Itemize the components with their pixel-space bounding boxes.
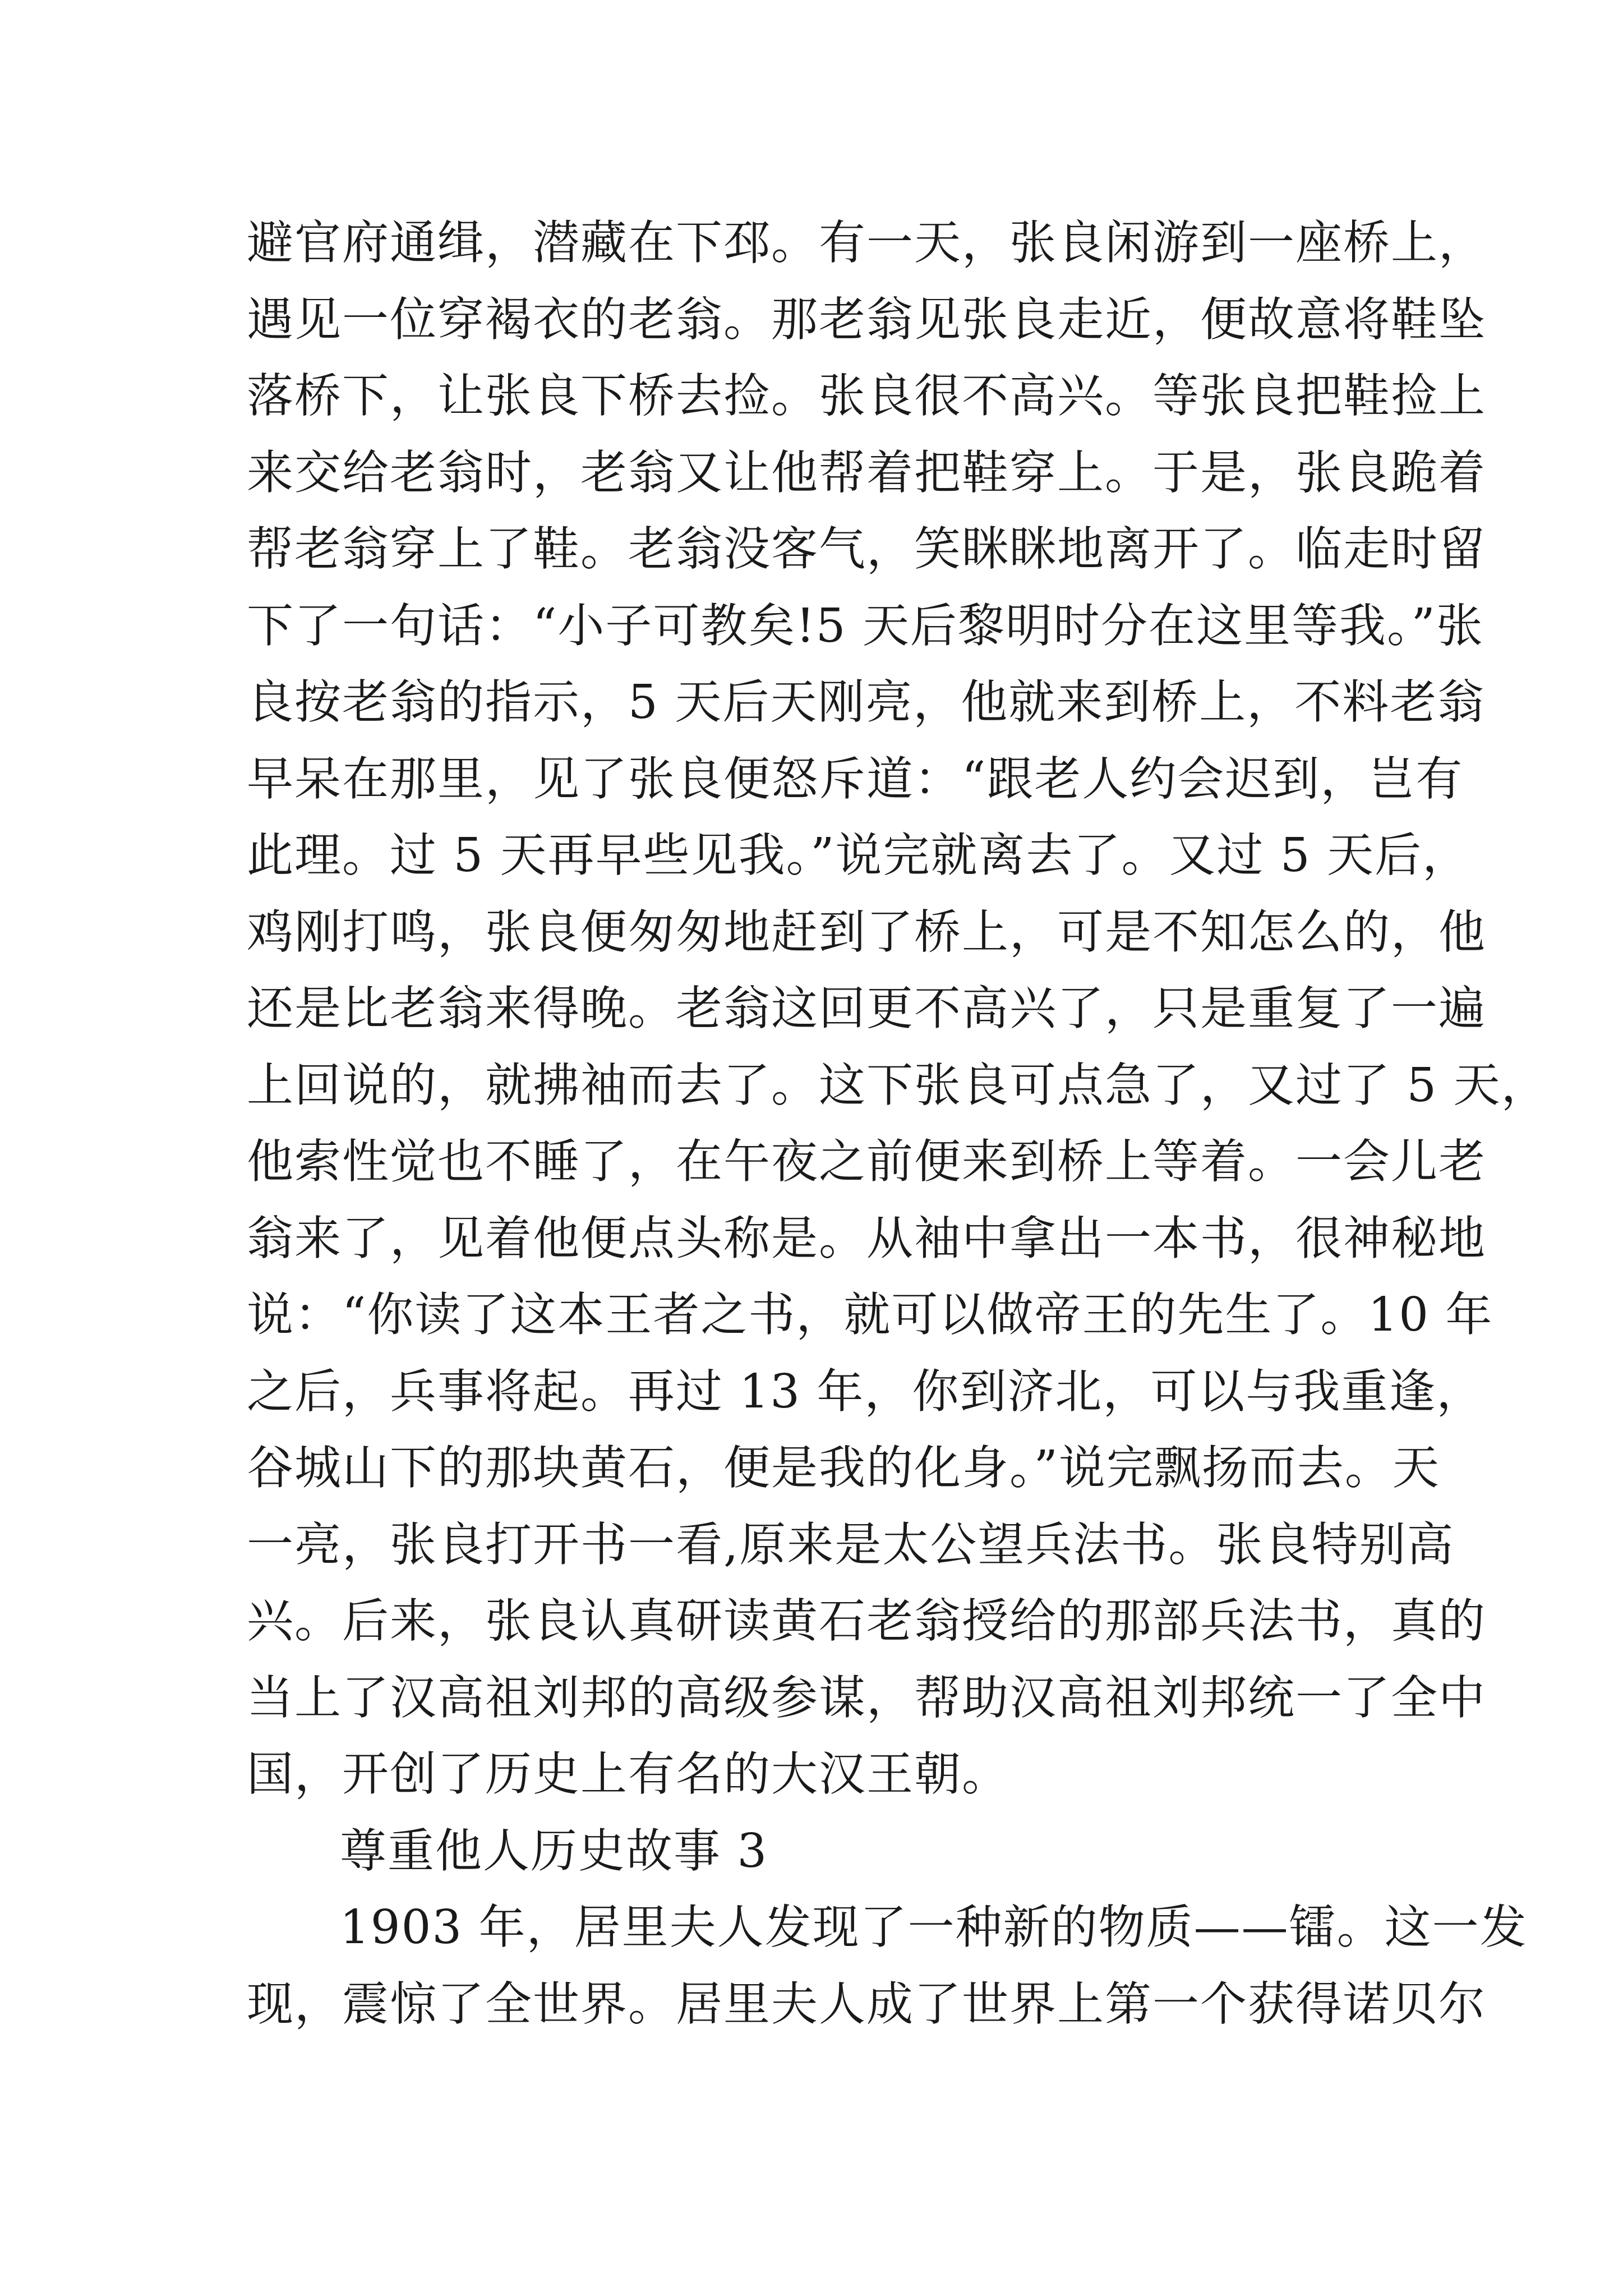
text-line: 一亮，张良打开书一看,原来是太公望兵法书。张良特别高 bbox=[247, 1517, 1455, 1572]
text-line: 避官府通缉，潜藏在下邳。有一天，张良闲游到一座桥上， bbox=[247, 215, 1486, 270]
text-line: 1903 年，居里夫人发现了一种新的物质——镭。这一发 bbox=[340, 1900, 1528, 1954]
text-line: 现，震惊了全世界。居里夫人成了世界上第一个获得诺贝尔 bbox=[247, 1976, 1486, 2031]
text-line: 良按老翁的指示，5 天后天刚亮，他就来到桥上，不料老翁 bbox=[247, 675, 1486, 729]
text-line: 帮老翁穿上了鞋。老翁没客气，笑眯眯地离开了。临走时留 bbox=[247, 522, 1486, 576]
text-line: 落桥下，让张良下桥去捡。张良很不高兴。等张良把鞋捡上 bbox=[247, 369, 1486, 423]
text-line: 早呆在那里，见了张良便怒斥道：“跟老人约会迟到，岂有 bbox=[247, 751, 1464, 806]
text-line: 此理。过 5 天再早些见我。”说完就离去了。又过 5 天后， bbox=[247, 828, 1470, 882]
text-line: 兴。后来，张良认真研读黄石老翁授给的那部兵法书，真的 bbox=[247, 1594, 1486, 1648]
section-heading: 尊重他人历史故事 3 bbox=[340, 1823, 768, 1878]
text-line: 之后，兵事将起。再过 13 年，你到济北，可以与我重逢， bbox=[247, 1364, 1484, 1419]
text-line: 遇见一位穿褐衣的老翁。那老翁见张良走近，便故意将鞋坠 bbox=[247, 292, 1486, 347]
text-line: 还是比老翁来得晚。老翁这回更不高兴了，只是重复了一遍 bbox=[247, 981, 1486, 1036]
text-line: 当上了汉高祖刘邦的高级参谋，帮助汉高祖刘邦统一了全中 bbox=[247, 1670, 1486, 1725]
text-line: 下了一句话：“小子可教矣!5 天后黎明时分在这里等我。”张 bbox=[247, 598, 1484, 653]
text-line: 上回说的，就拂袖而去了。这下张良可点急了，又过了 5 天， bbox=[247, 1057, 1549, 1112]
document-body bbox=[247, 205, 1549, 2042]
text-line: 谷城山下的那块黄石，便是我的化身。”说完飘扬而去。天 bbox=[247, 1441, 1440, 1495]
text-line: 他索性觉也不睡了，在午夜之前便来到桥上等着。一会儿老 bbox=[247, 1134, 1486, 1189]
text-line: 鸡刚打鸣，张良便匆匆地赶到了桥上，可是不知怎么的，他 bbox=[247, 904, 1486, 959]
text-line: 说：“你读了这本王者之书，就可以做帝王的先生了。10 年 bbox=[247, 1287, 1493, 1342]
text-line: 国，开创了历史上有名的大汉王朝。 bbox=[247, 1747, 1009, 1801]
text-line: 来交给老翁时，老翁又让他帮着把鞋穿上。于是，张良跪着 bbox=[247, 445, 1486, 500]
text-line: 翁来了，见着他便点头称是。从袖中拿出一本书，很神秘地 bbox=[247, 1211, 1486, 1266]
